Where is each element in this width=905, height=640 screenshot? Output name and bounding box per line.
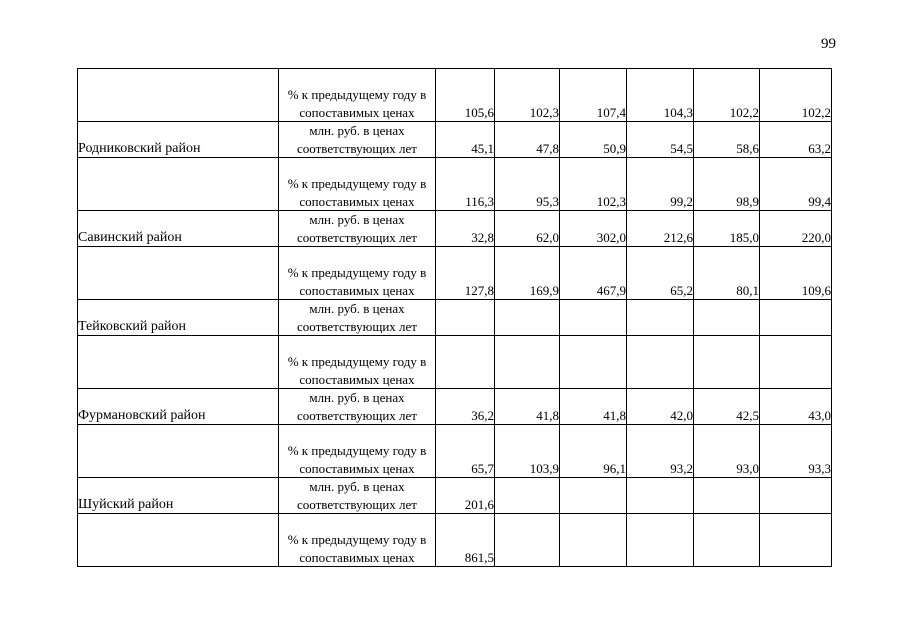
value-cell <box>694 514 760 567</box>
value-cell: 95,3 <box>495 158 560 211</box>
value-cell <box>627 300 694 336</box>
unit-cell: млн. руб. в ценах соответствующих лет <box>279 211 436 247</box>
value-cell: 93,2 <box>627 425 694 478</box>
unit-cell: % к предыдущему году в сопоставимых ценах <box>279 425 436 478</box>
value-cell <box>694 336 760 389</box>
value-cell: 36,2 <box>436 389 495 425</box>
value-cell <box>560 478 627 514</box>
region-cell <box>78 514 279 567</box>
value-cell: 302,0 <box>560 211 627 247</box>
table-row <box>78 122 832 158</box>
value-cell: 212,6 <box>627 211 694 247</box>
value-cell: 80,1 <box>694 247 760 300</box>
region-cell <box>78 69 279 122</box>
value-cell <box>760 300 832 336</box>
value-cell: 861,5 <box>436 514 495 567</box>
value-cell <box>760 478 832 514</box>
value-cell: 93,3 <box>760 425 832 478</box>
value-cell: 50,9 <box>560 122 627 158</box>
value-cell: 93,0 <box>694 425 760 478</box>
value-cell <box>760 336 832 389</box>
table-row <box>78 211 832 247</box>
table-row <box>78 300 832 336</box>
region-cell <box>78 158 279 211</box>
unit-cell: % к предыдущему году в сопоставимых ценах <box>279 247 436 300</box>
value-cell: 62,0 <box>495 211 560 247</box>
value-cell <box>495 514 560 567</box>
value-cell <box>436 336 495 389</box>
region-cell: Тейковский район <box>78 300 279 336</box>
table-row <box>78 336 832 389</box>
value-cell: 116,3 <box>436 158 495 211</box>
value-cell: 169,9 <box>495 247 560 300</box>
unit-cell: млн. руб. в ценах соответствующих лет <box>279 300 436 336</box>
value-cell <box>560 514 627 567</box>
unit-cell: % к предыдущему году в сопоставимых ценах <box>279 158 436 211</box>
value-cell <box>560 336 627 389</box>
value-cell: 467,9 <box>560 247 627 300</box>
region-cell: Родниковский район <box>78 122 279 158</box>
value-cell <box>436 300 495 336</box>
table-row <box>78 389 832 425</box>
value-cell <box>627 514 694 567</box>
value-cell: 43,0 <box>760 389 832 425</box>
value-cell: 47,8 <box>495 122 560 158</box>
unit-cell: млн. руб. в ценах соответствующих лет <box>279 478 436 514</box>
value-cell <box>495 300 560 336</box>
value-cell <box>627 336 694 389</box>
value-cell: 42,0 <box>627 389 694 425</box>
value-cell: 220,0 <box>760 211 832 247</box>
value-cell: 104,3 <box>627 69 694 122</box>
table-row <box>78 514 832 567</box>
region-cell <box>78 336 279 389</box>
value-cell: 109,6 <box>760 247 832 300</box>
value-cell: 201,6 <box>436 478 495 514</box>
value-cell: 32,8 <box>436 211 495 247</box>
table-row <box>78 158 832 211</box>
table-row <box>78 425 832 478</box>
value-cell: 105,6 <box>436 69 495 122</box>
region-cell: Фурмановский район <box>78 389 279 425</box>
value-cell: 185,0 <box>694 211 760 247</box>
value-cell <box>694 478 760 514</box>
value-cell <box>627 478 694 514</box>
unit-cell: млн. руб. в ценах соответствующих лет <box>279 389 436 425</box>
value-cell: 65,7 <box>436 425 495 478</box>
value-cell: 41,8 <box>560 389 627 425</box>
value-cell: 103,9 <box>495 425 560 478</box>
value-cell: 102,3 <box>495 69 560 122</box>
value-cell: 127,8 <box>436 247 495 300</box>
value-cell: 96,1 <box>560 425 627 478</box>
value-cell: 45,1 <box>436 122 495 158</box>
table-row <box>78 69 832 122</box>
value-cell: 99,4 <box>760 158 832 211</box>
region-cell <box>78 425 279 478</box>
page-number: 99 <box>821 36 836 52</box>
value-cell <box>560 300 627 336</box>
unit-cell: % к предыдущему году в сопоставимых ценах <box>279 514 436 567</box>
unit-cell: % к предыдущему году в сопоставимых ценах <box>279 69 436 122</box>
value-cell <box>495 336 560 389</box>
value-cell: 107,4 <box>560 69 627 122</box>
value-cell: 102,2 <box>694 69 760 122</box>
value-cell <box>495 478 560 514</box>
unit-cell: млн. руб. в ценах соответствующих лет <box>279 122 436 158</box>
data-table <box>77 68 832 567</box>
table-row <box>78 247 832 300</box>
region-cell <box>78 247 279 300</box>
value-cell <box>760 514 832 567</box>
table-row <box>78 478 832 514</box>
value-cell: 54,5 <box>627 122 694 158</box>
value-cell: 65,2 <box>627 247 694 300</box>
value-cell: 102,2 <box>760 69 832 122</box>
value-cell <box>694 300 760 336</box>
value-cell: 58,6 <box>694 122 760 158</box>
value-cell: 99,2 <box>627 158 694 211</box>
value-cell: 98,9 <box>694 158 760 211</box>
region-cell: Шуйский район <box>78 478 279 514</box>
unit-cell: % к предыдущему году в сопоставимых ценах <box>279 336 436 389</box>
value-cell: 102,3 <box>560 158 627 211</box>
value-cell: 63,2 <box>760 122 832 158</box>
value-cell: 41,8 <box>495 389 560 425</box>
value-cell: 42,5 <box>694 389 760 425</box>
region-cell: Савинский район <box>78 211 279 247</box>
